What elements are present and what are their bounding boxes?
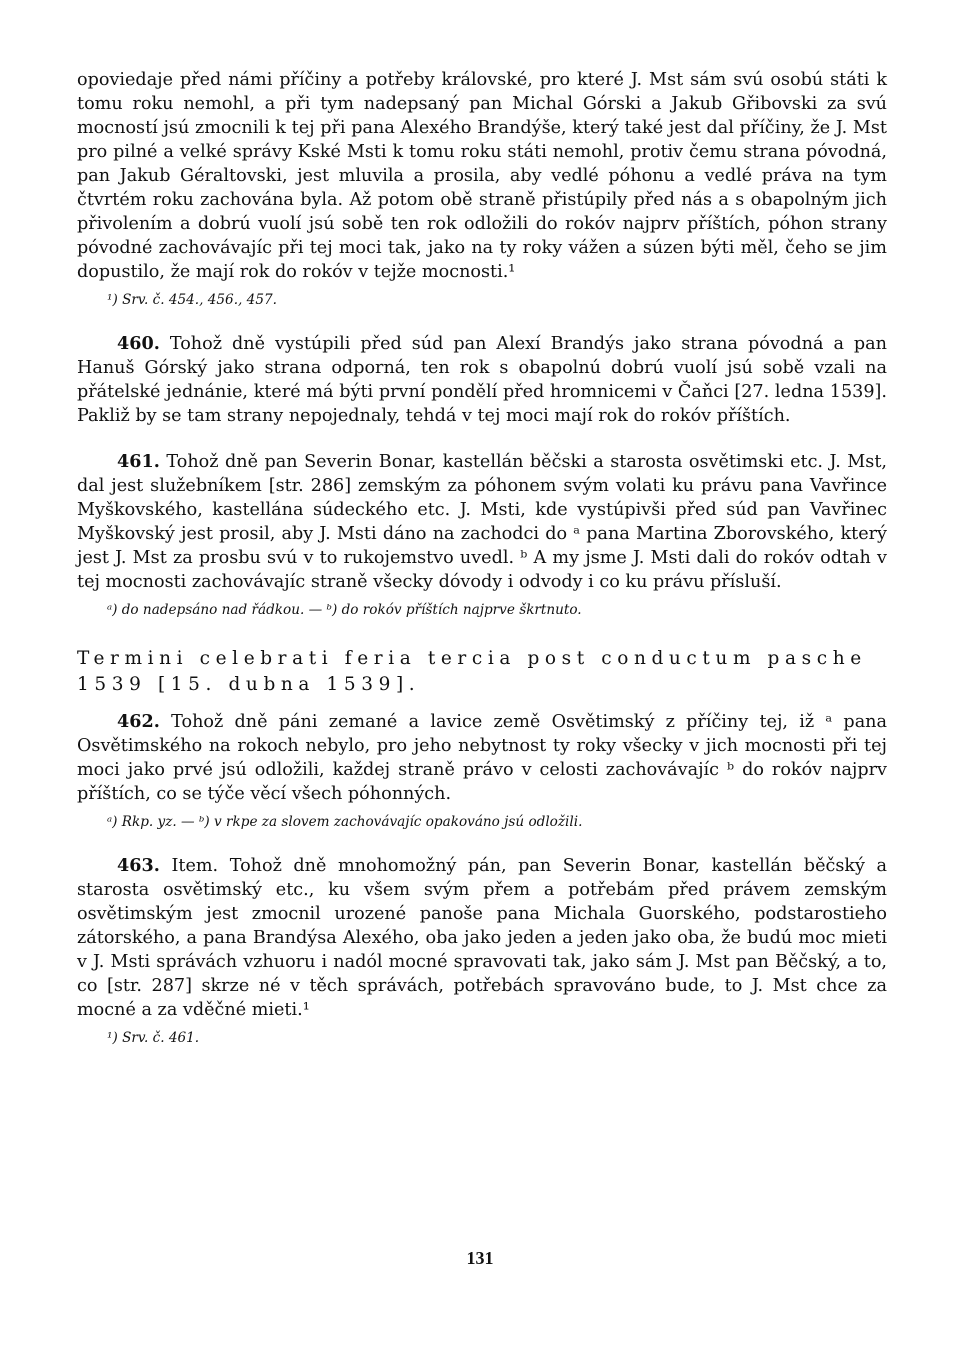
section-heading: Termini celebrati feria tercia post conductum pasche 1539 [15. dubna 1539].	[77, 648, 867, 695]
paragraph-text: Item. Tohož dně mnohomožný pán, pan Severin Bonar, kastellán běčský a starosta osvětimský etc., ku všem svým přem a potřebám před právem zemským osvětimským jest zmocnil urozené panoše pana Michala Guorského, podstarostieho zátorského, a pana Brandýsa Alexého, oba jako jeden a jeden jako oba, že budú moc mieti v J. Msti správách vzhuoru i nadól mocné spravovati tak, jako sám J. Mst pan Běčský, a to, co [str. 287] skrze né v těch správách, potřebách spravováno bude, to J. Mst chce za mocné a za vděčné mieti.¹	[77, 856, 888, 1020]
paragraph-number: 460.	[117, 333, 160, 354]
paragraph-461	[77, 450, 887, 594]
paragraph-463	[77, 854, 887, 1022]
paragraph-number: 462.	[117, 711, 160, 732]
footnote: ¹) Srv. č. 461.	[107, 1030, 200, 1046]
footnote: ¹) Srv. č. 454., 456., 457.	[107, 292, 277, 308]
paragraph-text: Tohož dně páni zemané a lavice země Osvětimský z příčiny tej, iž ᵃ pana Osvětimského na rokoch nebylo, pro jeho nebytnost ty roky všecky v jich mocnosti při tej moci jako prvé jsú odložili, každej straně právo v celosti zachovávajíc ᵇ do rokóv najprv příštích, co se týče věcí všech póhonných.	[77, 712, 887, 804]
paragraph-462	[77, 710, 887, 806]
paragraph-continuation	[77, 68, 887, 284]
paragraph-number: 463.	[117, 855, 160, 876]
paragraph-text: opoviedaje před námi příčiny a potřeby královské, pro které J. Mst sám svú osobú státi k tomu roku nemohl, a při tym nadepsaný pan Michal Górski a Jakub Gřibovski za svú mocností jsú zmocnili k tej při pana Alexého Brandýše, který také jest dal příčiny, že J. Mst pro pilné a velké správy Kské Msti k tomu roku státi nemohl, protiv čemu strana póvodná, pan Jakub Géraltovski, jest mluvila a prosila, aby vedlé póhonu a vedlé práva na tym čtvrtém roku zachována byla. Až potom obě straně přistúpily před nás a s obapolným jich přivolením a dobrú vuolí jsú sobě ten rok odložili do rokóv najprv příštích, póhon strany póvodné zachovávajíc při tej moci tak, jako na ty roky vážen a súzen býti měl, čeho se jim dopustilo, že mají rok do rokóv v tejže mocnosti.¹	[77, 70, 887, 282]
page-number: 131	[466, 1248, 494, 1268]
footnote: ᵃ) Rkp. yz. — ᵇ) v rkpe za slovem zachovávajíc opakováno jsú odložili.	[107, 814, 583, 830]
footnote: ᵃ) do nadepsáno nad řádkou. — ᵇ) do rokóv příštích najprve škrtnuto.	[107, 602, 582, 618]
paragraph-text: Tohož dně pan Severin Bonar, kastellán běčski a starosta osvětimski etc. J. Mst, dal jest služebníkem [str. 286] zemským za póhonem svým volati ku právu pana Vavřince Myškovského, kastellána súdeckého etc. J. Msti, kde vystúpivši před súd pan Vavřinec Myškovský jest prosil, aby J. Msti dáno na zachodci do ᵃ pana Martina Zborovského, který jest J. Mst za prosbu svú v to rukojemstvo uvedl. ᵇ A my jsme J. Msti dali do rokóv odtah v tej mocnosti zachovávajíc straně všecky dóvody i odvody i co ku právu přísluší.	[77, 452, 887, 592]
document-page	[77, 68, 887, 1048]
paragraph-text: Tohož dně vystúpili před súd pan Alexí Brandýs jako strana póvodná a pan Hanuš Górský jako strana odporná, ten rok s obapolnú dobrú vuolí jsú sobě vzali na přátelské jednánie, které má býti první pondělí před hromnicemi v Čaňci [27. ledna 1539]. Pakliž by se tam strany nepojednaly, tehdá v tej moci mají rok do rokóv příštích.	[77, 334, 887, 426]
paragraph-number: 461.	[117, 451, 160, 472]
paragraph-460	[77, 332, 887, 428]
